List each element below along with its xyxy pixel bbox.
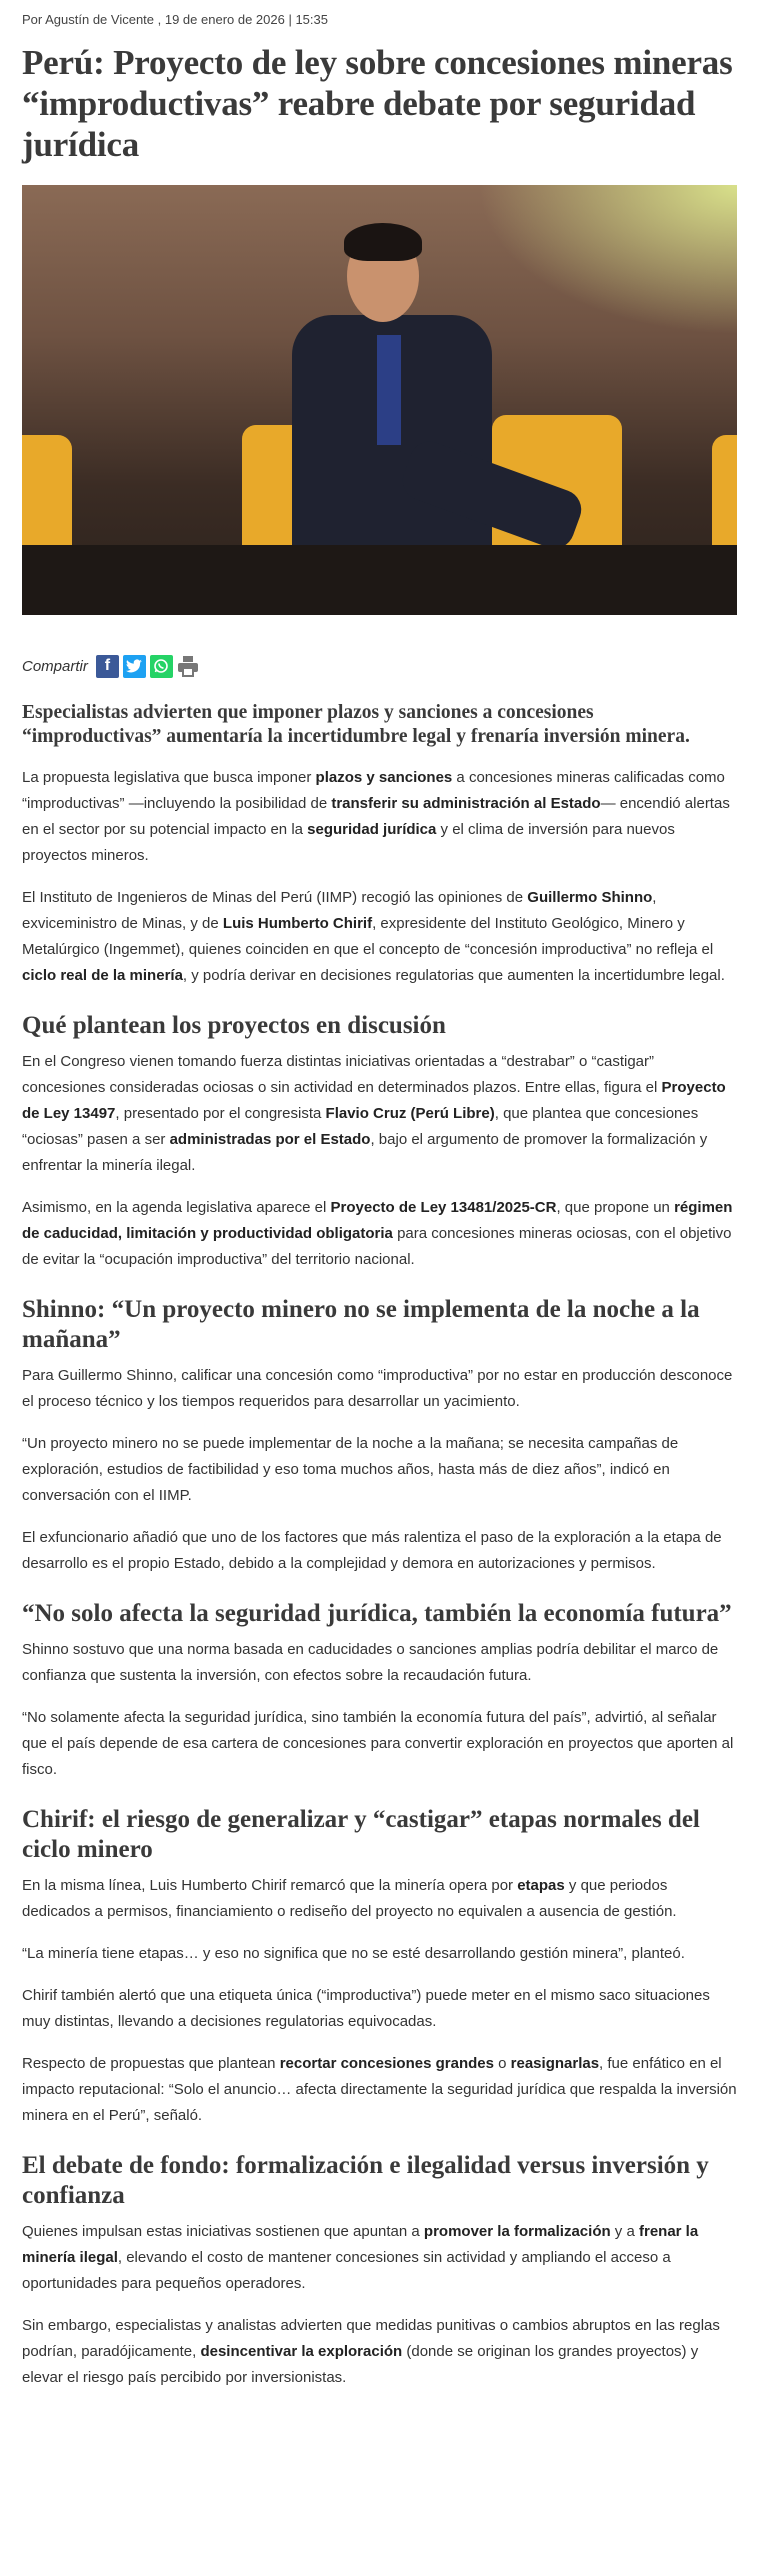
byline: Por Agustín de Vicente , 19 de enero de 2026 | 15:35 bbox=[22, 12, 328, 27]
article-lead: Especialistas advierten que imponer plazos y sanciones a concesiones “improductivas” aumentaría la incertidumbre legal y frenaría inversión minera. bbox=[22, 702, 690, 747]
text: El exfuncionario añadió que uno de los factores que más ralentiza el paso de la exploración a la etapa de desarrollo es el propio Estado, debido a la complejidad y demora en autorizaciones y permisos. bbox=[22, 1529, 722, 1572]
whatsapp-icon[interactable] bbox=[150, 655, 173, 678]
paragraph bbox=[22, 1705, 737, 1783]
tie bbox=[377, 335, 401, 445]
facebook-icon[interactable]: f bbox=[96, 655, 119, 678]
text: Chirif también alertó que una etiqueta única (“improductiva”) puede meter en el mismo saco situaciones muy distintas, llevando a decisiones regulatorias equivocadas. bbox=[22, 1987, 710, 2030]
text: , fue enfático en el impacto reputacional: “Solo el anuncio… afecta directamente la seguridad jurídica que respalda la inversión minera en el Perú”, señaló. bbox=[22, 2055, 737, 2124]
text: , elevando el costo de mantener concesiones sin actividad y ampliando el acceso a oportunidades para pequeños operadores. bbox=[22, 2249, 671, 2292]
text: (donde se originan los grandes proyectos) y elevar el riesgo país percibido por inversionistas. bbox=[22, 2343, 699, 2386]
text: y a bbox=[610, 2223, 639, 2240]
paragraph bbox=[22, 1941, 737, 1967]
text: , presentado por el congresista bbox=[115, 1105, 326, 1122]
paragraph bbox=[22, 1195, 737, 1273]
article-photo bbox=[22, 185, 737, 615]
text: , bajo el argumento de promover la formalización y enfrentar la minería ilegal. bbox=[22, 1131, 708, 1174]
bold-text: transferir su administración al Estado bbox=[331, 795, 601, 812]
text: “La minería tiene etapas… y eso no significa que no se esté desarrollando gestión minera”, planteó. bbox=[22, 1945, 685, 1962]
text: En la misma línea, Luis Humberto Chirif remarcó que la minería opera por bbox=[22, 1877, 518, 1894]
text: , que propone un bbox=[556, 1199, 675, 1216]
article-body bbox=[22, 765, 737, 2391]
text: , expresidente del Instituto Geológico, Minero y Metalúrgico (Ingemmet), quienes coinciden en que el concepto de “concesión improductiva” no refleja el bbox=[22, 915, 714, 958]
share-label: Compartir bbox=[22, 657, 88, 675]
article-title: Perú: Proyecto de ley sobre concesiones mineras “improductivas” reabre debate por seguridad jurídica bbox=[22, 43, 733, 164]
bold-text: promover la formalización bbox=[423, 2223, 611, 2240]
paragraph bbox=[22, 2219, 737, 2297]
bold-text: recortar concesiones grandes bbox=[279, 2055, 494, 2072]
bold-text: Guillermo Shinno bbox=[527, 889, 653, 906]
text: Shinno sostuvo que una norma basada en caducidades o sanciones amplias podría debilitar el marco de confianza que sustenta la inversión, con efectos sobre la recaudación futura. bbox=[22, 1641, 719, 1684]
bold-text: Luis Humberto Chirif bbox=[222, 915, 373, 932]
bold-text: reasignarlas bbox=[510, 2055, 600, 2072]
paragraph bbox=[22, 1049, 737, 1179]
text: para concesiones mineras ociosas, con el objetivo de evitar la “ocupación improductiva” del territorio nacional. bbox=[22, 1225, 732, 1268]
paragraph bbox=[22, 765, 737, 869]
paragraph bbox=[22, 1525, 737, 1577]
paragraph bbox=[22, 2313, 737, 2391]
text: Para Guillermo Shinno, calificar una concesión como “improductiva” por no estar en producción desconoce el proceso técnico y los tiempos requeridos para desarrollar un yacimiento. bbox=[22, 1367, 733, 1410]
bold-text: administradas por el Estado bbox=[169, 1131, 371, 1148]
text: “No solamente afecta la seguridad jurídica, sino también la economía futura del país”, advirtió, al señalar que el país depende de esa cartera de concesiones para convertir exploración en proyectos que aporten al fisco. bbox=[22, 1709, 734, 1778]
bold-text: régimen de caducidad, limitación y productividad obligatoria bbox=[22, 1199, 733, 1242]
section-heading: El debate de fondo: formalización e ilegalidad versus inversión y confianza bbox=[22, 2152, 709, 2209]
text: y que periodos dedicados a permisos, financiamiento o rediseño del proyecto no equivalen a ausencia de gestión. bbox=[22, 1877, 677, 1920]
bold-text: etapas bbox=[517, 1877, 565, 1894]
section-heading: “No solo afecta la seguridad jurídica, también la economía futura” bbox=[22, 1600, 732, 1627]
paragraph bbox=[22, 1363, 737, 1415]
text: , y podría derivar en decisiones regulatorias que aumenten la incertidumbre legal. bbox=[182, 967, 725, 984]
print-icon[interactable] bbox=[177, 655, 200, 678]
paragraph bbox=[22, 2051, 737, 2129]
text: El Instituto de Ingenieros de Minas del Perú (IIMP) recogió las opiniones de bbox=[22, 889, 528, 906]
text: En el Congreso vienen tomando fuerza distintas iniciativas orientadas a “destrabar” o “castigar” concesiones consideradas ociosas o sin actividad en determinados plazos. Entre ellas, figura el bbox=[22, 1053, 662, 1096]
text: “Un proyecto minero no se puede implementar de la noche a la mañana; se necesita campañas de exploración, estudios de factibilidad y eso toma muchos años, hasta más de diez años”, indicó en conversación con el IIMP. bbox=[22, 1435, 679, 1504]
section-heading: Qué plantean los proyectos en discusión bbox=[22, 1012, 446, 1039]
text: o bbox=[493, 2055, 511, 2072]
text: Quienes impulsan estas iniciativas sostienen que apuntan a bbox=[22, 2223, 424, 2240]
paragraph bbox=[22, 1983, 737, 2035]
bold-text: plazos y sanciones bbox=[315, 769, 453, 786]
text: y el clima de inversión para nuevos proyectos mineros. bbox=[22, 821, 675, 864]
text: Sin embargo, especialistas y analistas advierten que medidas punitivas o cambios abruptos en las reglas podrían, paradójicamente, bbox=[22, 2317, 720, 2360]
text: , que plantea que concesiones “ociosas” pasen a ser bbox=[22, 1105, 699, 1148]
section-heading: Chirif: el riesgo de generalizar y “castigar” etapas normales del ciclo minero bbox=[22, 1806, 700, 1863]
bold-text: desincentivar la exploración bbox=[200, 2343, 403, 2360]
paragraph bbox=[22, 885, 737, 989]
bold-text: Proyecto de Ley 13497 bbox=[22, 1079, 726, 1122]
text: Asimismo, en la agenda legislativa aparece el bbox=[22, 1199, 331, 1216]
bold-text: ciclo real de la minería bbox=[22, 967, 183, 984]
share-bar bbox=[22, 653, 737, 679]
text: La propuesta legislativa que busca imponer bbox=[22, 769, 316, 786]
bold-text: seguridad jurídica bbox=[307, 821, 437, 838]
bold-text: frenar la minería ilegal bbox=[22, 2223, 699, 2266]
paragraph bbox=[22, 1637, 737, 1689]
paragraph bbox=[22, 1873, 737, 1925]
section-heading: Shinno: “Un proyecto minero no se implementa de la noche a la mañana” bbox=[22, 1296, 700, 1353]
text: — encendió alertas en el sector por su potencial impacto en la bbox=[22, 795, 730, 838]
text: , exviceministro de Minas, y de bbox=[22, 889, 657, 932]
twitter-icon[interactable] bbox=[123, 655, 146, 678]
paragraph bbox=[22, 1431, 737, 1509]
bold-text: Flavio Cruz (Perú Libre) bbox=[325, 1105, 495, 1122]
text: a concesiones mineras calificadas como “improductivas” —incluyendo la posibilidad de bbox=[22, 769, 725, 812]
text: Respecto de propuestas que plantean bbox=[22, 2055, 280, 2072]
bold-text: Proyecto de Ley 13481/2025-CR bbox=[330, 1199, 557, 1216]
